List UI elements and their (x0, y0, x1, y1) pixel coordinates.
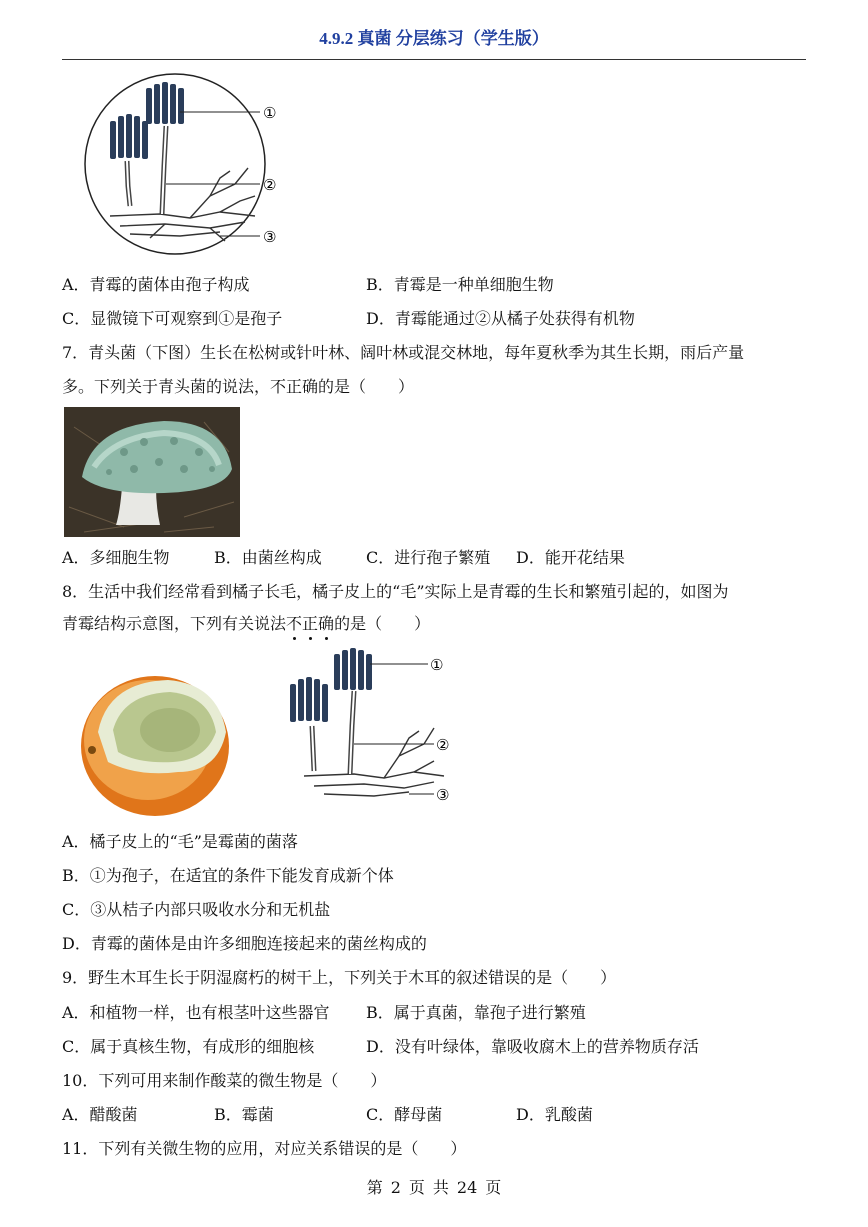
current-page: 2 (390, 1178, 401, 1197)
q9-option-a[interactable]: A．和植物一样，也有根茎叶这些器官 (62, 1003, 330, 1022)
q8-option-a[interactable]: A．橘子皮上的“毛”是霉菌的菌落 (62, 832, 298, 851)
label-3: ③ (263, 228, 277, 246)
q11-stem: 11．下列有关微生物的应用，对应关系错误的是（ ） (62, 1139, 467, 1158)
q9-stem: 9．野生木耳生长于阴湿腐朽的树干上，下列关于木耳的叙述错误的是（ ） (62, 968, 617, 987)
q8-label-2: ② (436, 736, 450, 754)
label-1: ① (263, 104, 277, 122)
page-footer: 第 2 页 共 24 页 (366, 1178, 502, 1197)
q7-option-c[interactable]: C．进行孢子繁殖 (366, 548, 491, 567)
moldy-orange-photo (78, 672, 232, 818)
q7-stem-line2: 多。下列关于青头菌的说法，不正确的是（ ） (62, 377, 415, 396)
q7-stem-line1: 7．青头菌（下图）生长在松树或针叶林、阔叶林或混交林地，每年夏秋季为其生长期，雨后产量 (62, 343, 745, 362)
penicillium-circle-diagram (70, 66, 300, 266)
q9-option-c[interactable]: C．属于真核生物，有成形的细胞核 (62, 1037, 315, 1056)
q8-option-d[interactable]: D．青霉的菌体是由许多细胞连接起来的菌丝构成的 (62, 934, 427, 953)
penicillium-structure-diagram (284, 646, 464, 806)
q10-option-c[interactable]: C．酵母菌 (366, 1105, 443, 1124)
q7-option-d[interactable]: D．能开花结果 (516, 548, 625, 567)
header-divider (62, 59, 806, 60)
q10-stem: 10．下列可用来制作酸菜的微生物是（ ） (62, 1071, 387, 1090)
q10-option-d[interactable]: D．乳酸菌 (516, 1105, 593, 1124)
total-pages: 24 (456, 1178, 478, 1197)
q8-option-c[interactable]: C．③从桔子内部只吸收水分和无机盐 (62, 900, 331, 919)
label-2: ② (263, 176, 277, 194)
q8-option-b[interactable]: B．①为孢子，在适宜的条件下能发育成新个体 (62, 866, 394, 885)
q8-stem-line1: 8．生活中我们经常看到橘子长毛，橘子皮上的“毛”实际上是青霉的生长和繁殖引起的，如图为 (62, 582, 729, 601)
page-header-title: 4.9.2 真菌 分层练习（学生版） (319, 29, 549, 48)
q6-option-b[interactable]: B．青霉是一种单细胞生物 (366, 275, 554, 294)
mushroom-photo (64, 407, 240, 537)
q7-option-b[interactable]: B．由菌丝构成 (214, 548, 322, 567)
q6-option-d[interactable]: D．青霉能通过②从橘子处获得有机物 (366, 309, 635, 328)
q6-option-a[interactable]: A．青霉的菌体由孢子构成 (62, 275, 250, 294)
q10-option-a[interactable]: A．醋酸菌 (62, 1105, 138, 1124)
q9-option-d[interactable]: D．没有叶绿体，靠吸收腐木上的营养物质存活 (366, 1037, 699, 1056)
q9-option-b[interactable]: B．属于真菌，靠孢子进行繁殖 (366, 1003, 586, 1022)
q8-label-1: ① (430, 656, 444, 674)
q6-option-c[interactable]: C．显微镜下可观察到①是孢子 (62, 309, 283, 328)
q8-stem-line2: 青霉结构示意图，下列有关说法不正确的是（ ） (62, 614, 431, 633)
q10-option-b[interactable]: B．霉菌 (214, 1105, 274, 1124)
q8-label-3: ③ (436, 786, 450, 804)
q7-option-a[interactable]: A．多细胞生物 (62, 548, 170, 567)
